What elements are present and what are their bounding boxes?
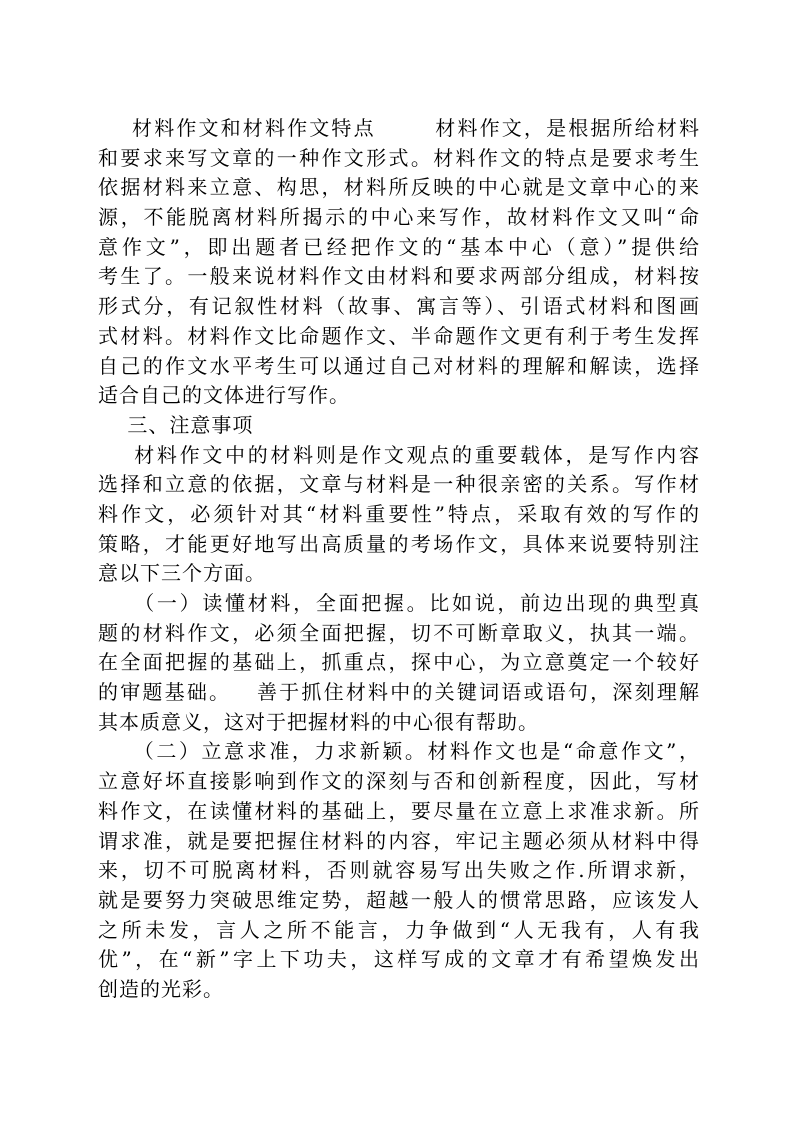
text-line: 料作文，必须针对其“材料重要性”特点，采取有效的写作的	[98, 501, 700, 526]
text-line: 考生了。一般来说材料作文由材料和要求两部分组成，材料按	[98, 264, 700, 289]
text-line: 就是要努力突破思维定势，超越一般人的惯常思路，应该发人	[98, 887, 700, 912]
text-line: 谓求准，就是要把握住材料的内容，牢记主题必须从材料中得	[98, 828, 700, 853]
text-line: 自己的作文水平考生可以通过自己对材料的理解和解读，选择	[98, 353, 700, 378]
text-line: 意作文”，即出题者已经把作文的“基本中心（意）”提供给	[98, 234, 700, 259]
text-line: 创造的光彩。	[98, 976, 224, 1001]
text-line: 适合自己的文体进行写作。	[98, 383, 350, 408]
text-line: （一）读懂材料，全面把握。比如说，前边出现的典型真	[98, 591, 700, 615]
text-line: 其本质意义，这对于把握材料的中心很有帮助。	[98, 709, 539, 734]
text-line: 题的材料作文，必须全面把握，切不可断章取义，执其一端。	[98, 620, 700, 645]
text-line: 料作文，在读懂材料的基础上，要尽量在立意上求准求新。所	[98, 798, 700, 823]
text-line: 立意好坏直接影响到作文的深刻与否和创新程度，因此，写材	[98, 769, 700, 794]
text-line: 形式分，有记叙性材料（故事、寓言等）、引语式材料和图画	[98, 294, 700, 319]
text-line: 源，不能脱离材料所揭示的中心来写作，故材料作文又叫“命	[98, 205, 700, 230]
text-line: 三、注意事项	[98, 412, 254, 437]
text-line: 的审题基础。 善于抓住材料中的关键词语或语句，深刻理解	[98, 680, 700, 705]
text-line: 来，切不可脱离材料，否则就容易写出失败之作.所谓求新，	[98, 858, 700, 883]
text-line: 和要求来写文章的一种作文形式。材料作文的特点是要求考生	[98, 145, 700, 170]
text-line: 在全面把握的基础上，抓重点，探中心，为立意奠定一个较好	[98, 650, 700, 675]
text-line: 意以下三个方面。	[98, 561, 266, 586]
text-line: （二）立意求准，力求新颖。材料作文也是“命意作文”，	[98, 739, 700, 764]
text-line: 材料作文和材料作文特点 材料作文，是根据所给材料	[98, 116, 700, 140]
text-line: 材料作文中的材料则是作文观点的重要载体，是写作内容	[98, 442, 700, 467]
body-text	[98, 114, 700, 1005]
text-line: 依据材料来立意、构思，材料所反映的中心就是文章中心的来	[98, 175, 700, 200]
text-line: 选择和立意的依据，文章与材料是一种很亲密的关系。写作材	[98, 472, 700, 497]
text-line: 优”，在“新”字上下功夫，这样写成的文章才有希望焕发出	[98, 947, 700, 972]
text-line: 之所未发，言人之所不能言，力争做到“人无我有，人有我	[98, 917, 700, 942]
text-line: 式材料。材料作文比命题作文、半命题作文更有利于考生发挥	[98, 323, 700, 348]
text-line: 策略，才能更好地写出高质量的考场作文，具体来说要特别注	[98, 531, 700, 556]
